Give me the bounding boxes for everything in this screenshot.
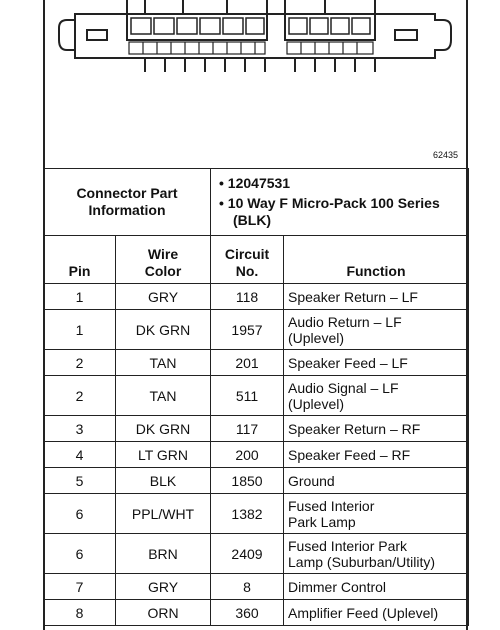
circuit-number-cell: 360: [211, 600, 284, 626]
function-cell: [284, 600, 469, 626]
function-cell: [284, 416, 469, 442]
table-row: [44, 310, 469, 350]
pin-cell: 6: [44, 494, 116, 534]
pin-cell: 8: [44, 600, 116, 626]
wire-color-cell: ORN: [116, 600, 211, 626]
circuit-number-cell: 1382: [211, 494, 284, 534]
function-line: Ground: [288, 472, 335, 489]
wire-color-cell: DK GRN: [116, 310, 211, 350]
function-cell: [284, 574, 469, 600]
function-line: Amplifier Feed (Uplevel): [288, 604, 439, 621]
table-row: [44, 284, 469, 310]
function-cell: [284, 376, 469, 416]
table-row: [44, 574, 469, 600]
wire-color-cell: PPL/WHT: [116, 494, 211, 534]
connector-info-label: Connector Part Information: [44, 169, 211, 236]
table-row: [44, 442, 469, 468]
circuit-number-cell: 118: [211, 284, 284, 310]
function-line: (Uplevel): [288, 395, 345, 412]
function-cell: [284, 350, 469, 376]
function-line: Fused Interior: [288, 497, 375, 514]
function-cell: [284, 284, 469, 310]
function-line: Speaker Return – RF: [288, 420, 421, 437]
diagram-reference-number: 62435: [432, 150, 458, 160]
circuit-number-cell: 200: [211, 442, 284, 468]
circuit-number-cell: 1957: [211, 310, 284, 350]
function-cell: [284, 468, 469, 494]
pin-cell: 6: [44, 534, 116, 574]
table-row: [44, 350, 469, 376]
function-line: Speaker Feed – LF: [288, 354, 408, 371]
wire-color-header: Wire Color: [116, 236, 211, 284]
connector-description: • 10 Way F Micro-Pack 100 Series (BLK): [219, 195, 440, 228]
function-line: Lamp (Suburban/Utility): [288, 553, 436, 570]
pin-cell: 2: [44, 350, 116, 376]
table-row: [44, 600, 469, 626]
wire-color-cell: DK GRN: [116, 416, 211, 442]
table-row: [44, 376, 469, 416]
function-line: Speaker Return – LF: [288, 288, 418, 305]
circuit-number-cell: 2409: [211, 534, 284, 574]
pin-cell: 4: [44, 442, 116, 468]
pin-cell: 7: [44, 574, 116, 600]
wire-color-cell: BRN: [116, 534, 211, 574]
circuit-number-header: Circuit No.: [211, 236, 284, 284]
function-line: Audio Signal – LF: [288, 379, 399, 396]
wire-color-cell: GRY: [116, 574, 211, 600]
document-frame: [43, 0, 468, 630]
function-cell: [284, 310, 469, 350]
function-line: Speaker Feed – RF: [288, 446, 411, 463]
function-line: Fused Interior Park: [288, 537, 408, 554]
wire-color-cell: LT GRN: [116, 442, 211, 468]
connector-pinout-table: [43, 168, 469, 626]
function-line: Park Lamp: [288, 513, 356, 530]
circuit-number-cell: 8: [211, 574, 284, 600]
pin-cell: 1: [44, 284, 116, 310]
table-row: [44, 416, 469, 442]
circuit-number-cell: 511: [211, 376, 284, 416]
circuit-number-cell: 117: [211, 416, 284, 442]
pin-cell: 3: [44, 416, 116, 442]
function-line: Dimmer Control: [288, 578, 387, 595]
function-line: (Uplevel): [288, 329, 345, 346]
pin-cell: 2: [44, 376, 116, 416]
function-cell: [284, 494, 469, 534]
table-row: [44, 468, 469, 494]
function-line: Audio Return – LF: [288, 313, 402, 330]
function-cell: [284, 442, 469, 468]
part-number: • 12047531: [219, 175, 291, 191]
wire-color-cell: GRY: [116, 284, 211, 310]
function-cell: [284, 534, 469, 574]
table-body: [44, 284, 469, 626]
connector-info-values: [211, 169, 469, 236]
table-row: [44, 494, 469, 534]
header-row: [44, 236, 469, 284]
pin-cell: 1: [44, 310, 116, 350]
function-header: Function: [284, 236, 469, 284]
connector-diagram: [45, 0, 466, 168]
pin-cell: 5: [44, 468, 116, 494]
wire-color-cell: BLK: [116, 468, 211, 494]
wire-color-cell: TAN: [116, 350, 211, 376]
pin-header: Pin: [44, 236, 116, 284]
circuit-number-cell: 201: [211, 350, 284, 376]
table-row: [44, 534, 469, 574]
connector-info-row: [44, 169, 469, 236]
circuit-number-cell: 1850: [211, 468, 284, 494]
wire-color-cell: TAN: [116, 376, 211, 416]
